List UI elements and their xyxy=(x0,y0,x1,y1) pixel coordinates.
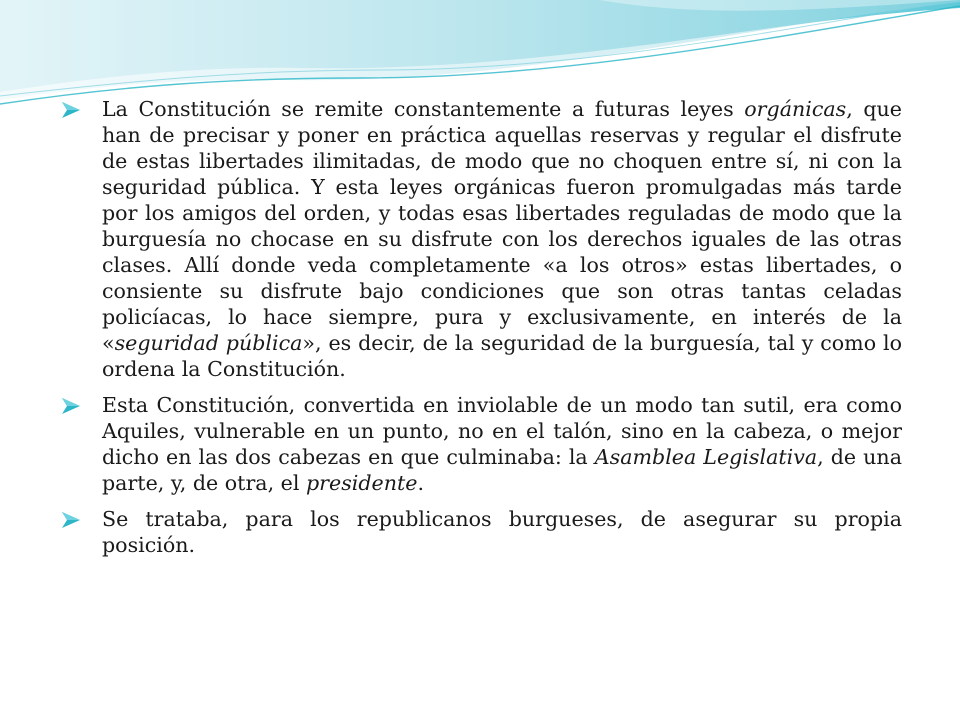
bullet-item xyxy=(62,96,902,382)
arrow-bullet-icon xyxy=(62,102,80,118)
bullet-text: Se trataba, para los republicanos burgueses, de asegurar su propia posición. xyxy=(102,507,902,557)
bullet-item xyxy=(62,392,902,496)
bullet-text: La Constitución se remite constantemente a futuras leyes orgánicas, que han de precisar y poner en práctica aquellas reservas y regular el disfrute de estas libertades ilimitadas, de modo que no choquen entre sí, ni con la seguridad pública. Y esta leyes orgánicas fueron promulgadas más tarde por los amigos del orden, y todas esas libertades reguladas de modo que la burguesía no chocase en su disfrute con los derechos iguales de las otras clases. Allí donde veda completamente «a los otros» estas libertades, o consiente su disfrute bajo condiciones que son otras tantas celadas policíacas, lo hace siempre, pura y exclusivamente, en interés de la «seguridad pública», es decir, de la seguridad de la burguesía, tal y como lo ordena la Constitución. xyxy=(102,97,902,381)
bullet-text: Esta Constitución, convertida en inviolable de un modo tan sutil, era como Aquiles, vulnerable en un punto, no en el talón, sino en la cabeza, o mejor dicho en las dos cabezas en que culminaba: la Asamblea Legislativa, de una parte, y, de otra, el presidente. xyxy=(102,393,902,495)
arrow-bullet-icon xyxy=(62,398,80,414)
arrow-bullet-icon xyxy=(62,512,80,528)
bullet-item xyxy=(62,506,902,558)
header-wave-decoration xyxy=(0,0,960,110)
content-area xyxy=(62,96,902,568)
